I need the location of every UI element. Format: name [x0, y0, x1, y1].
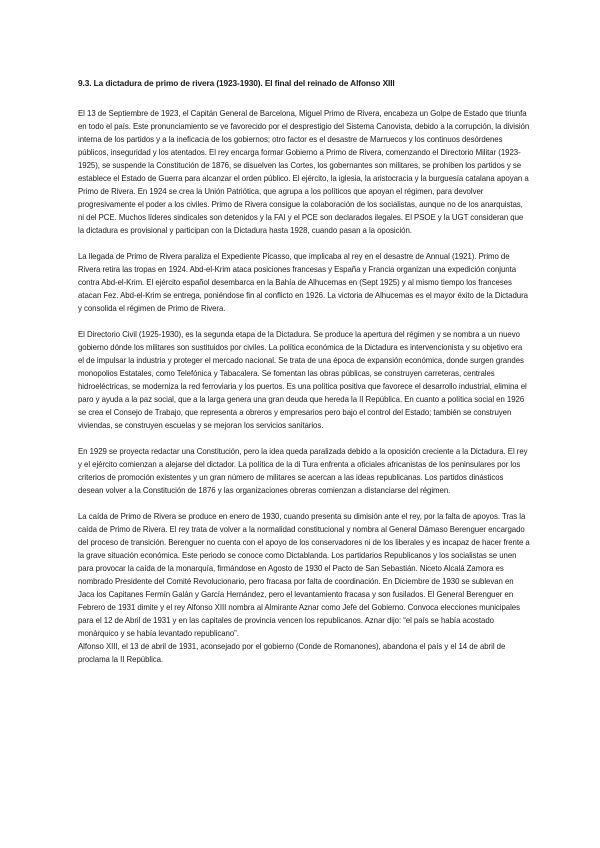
paragraph-caida: La caída de Primo de Rivera se produce en enero de 1930, cuando presenta su dimisión ante el rey, por la falta de apoyos. Tras la caída de Primo de Rivera. El rey trata de volver a la normalidad constitucional y nombra al General Dámaso Berenguer encargado del proceso de transición. Berenguer no cuenta con el apoyo de los conservadores ni de los liberales y es incapaz de hacer frente a la grave situación económica. Este periodo se conoce como Dictablanda. Los partidarios Republicanos y los socialistas se unen para provocar la caída de la monarquía, firmándose en Agosto de 1930 el Pacto de San Sebastián. Niceto Alcalá Zamora es nombrado Presidente del Comité Revolucionario, pero fracasa por falta de coordinación. En Diciembre de 1930 se sublevan en Jaca los Capitanes Fermín Galán y García Hernández, pero el levantamiento fracasa y son fusilados. El General Berenguer en Febrero de 1931 dimite y el rey Alfonso XIII nombra al Almirante Aznar como Jefe del Gobierno. Convoca elecciones municipales para el 12 de Abril de 1931 y en las capitales de provincia vencen los republicanos. Aznar dijo: “el país se había acostado monárquico y se había levantado republicano”. [78, 512, 530, 638]
document-page [78, 78, 530, 679]
paragraph-directorio-civil: El Directorio Civil (1925-1930), es la segunda etapa de la Dictadura. Se produce la apertura del régimen y se nombra a un nuevo gobierno dónde los militares son sustituidos por civiles. La política económica de la Dictadura es intervencionista y su objetivo era el de impulsar la industria y proteger el mercado nacional. Se trata de una época de expansión económica, donde surgen grandes monopolios Estatales, como Telefónica y Tabacalera. Se fomentan las obras públicas, se construyen carreteras, centrales hidroeléctricas, se moderniza la red ferroviaria y los puertos. Es una política positiva que favorece el desarrollo industrial, elimina el paro y ayuda a la paz social, que a la larga genera una gran deuda que hereda la II República. En cuanto a política social en 1926 se crea el Consejo de Trabajo, que representa a obreros y empresarios pero bajo el control del Estado; también se construyen viviendas, se construyen escuelas y se mejoran los servicios sanitarios. [78, 330, 527, 430]
paragraph-golpe-de-estado: El 13 de Septiembre de 1923, el Capitán General de Barcelona, Miguel Primo de Rivera, encabeza un Golpe de Estado que triunfa en todo el país. Este pronunciamiento se ve favorecido por el desprestigio del Sistema Canovista, debido a la corrupción, la división interna de los partidos y a la ineficacia de los gobiernos; otro factor es el desastre de Marruecos y los continuos desórdenes públicos, inseguridad y los atentados. El rey encarga formar Gobierno a Primo de Rivera, comenzando el Directorio Militar (1923-1925), se suspende la Constitución de 1876, se disuelven las Cortes, los gobernantes son militares, se prohíben los partidos y se establece el Estado de Guerra para alcanzar el orden público. El ejército, la iglesia, la aristocracia y la burguesía catalana apoyan a Primo de Rivera. En 1924 se crea la Unión Patriótica, que agrupa a los políticos que apoyan el régimen, para devolver progresivamente el poder a los civiles. Primo de Rivera consigue la colaboración de los socialistas, aunque no de los anarquistas, ni del PCE. Muchos líderes sindicales son detenidos y la FAI y el PCE son declarados ilegales. El PSOE y la UGT consideran que la dictadura es provisional y participan con la Dictadura hasta 1928, cuando pasan a la oposición. [78, 109, 530, 235]
paragraph-oposicion: En 1929 se proyecta redactar una Constitución, pero la idea queda paralizada debido a la oposición creciente a la Dictadura. El rey y el ejército comienzan a alejarse del dictador. La política de la di Tura enfrenta a oficiales africanistas de los peninsulares por los criterios de promoción existentes y un gran número de militares se acercan a las ideas republicanas. Los partidos dinásticos desean volver a la Constitución de 1876 y las organizaciones obreras comienzan a distanciarse del régimen. [78, 447, 528, 495]
paragraph-marruecos: La llegada de Primo de Rivera paraliza el Expediente Picasso, que implicaba al rey en el desastre de Annual (1921). Primo de Rivera retira las tropas en 1924. Abd-el-Krim ataca posiciones francesas y España y Francia organizan una expedición conjunta contra Abd-el-Krim. El ejército español desembarca en la Bahía de Alhucemas en (Sept 1925) y al mismo tiempo los franceses atacan Fez. Abd-el-Krim se entrega, poniéndose fin al conflicto en 1926. La victoria de Alhucemas es el mayor éxito de la Dictadura y consolida el régimen de Primo de Rivera. [78, 252, 528, 313]
paragraph-republica: Alfonso XIII, el 13 de abril de 1931, aconsejado por el gobierno (Conde de Romanones), abandona el país y el 14 de abril de proclama la II República. [78, 642, 506, 664]
document-title: 9.3. La dictadura de primo de rivera (1923-1930). El final del reinado de Alfonso XIII [78, 78, 395, 88]
